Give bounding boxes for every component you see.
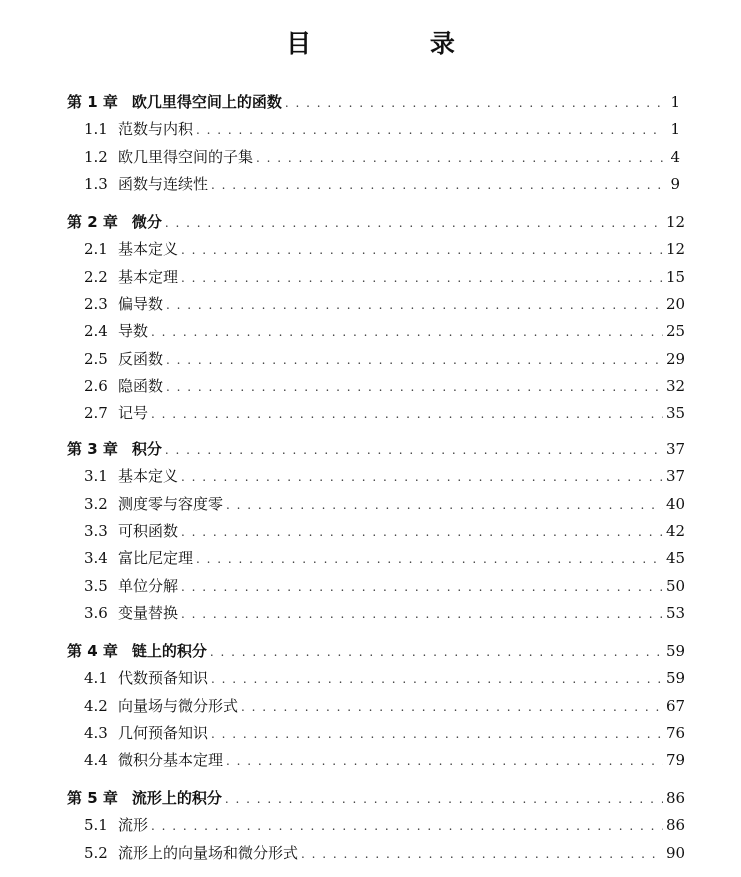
dot-leader bbox=[166, 380, 663, 394]
page-number: 59 bbox=[666, 642, 686, 660]
section-title: 测度零与容度零 bbox=[118, 494, 224, 513]
toc-section-entry[interactable] bbox=[84, 146, 680, 168]
section-number: 4.3 bbox=[84, 723, 108, 742]
page-number: 53 bbox=[666, 603, 686, 622]
chapter-title: 链上的积分 bbox=[131, 642, 207, 660]
page-number: 76 bbox=[666, 723, 686, 742]
page-number: 79 bbox=[666, 751, 686, 770]
dot-leader bbox=[166, 353, 663, 367]
section-number: 1.3 bbox=[84, 174, 108, 193]
section-title: 隐函数 bbox=[118, 376, 164, 395]
dot-leader bbox=[181, 243, 663, 257]
section-title: 流形 bbox=[118, 816, 149, 835]
section-title: 富比尼定理 bbox=[118, 549, 194, 568]
toc-section-entry[interactable] bbox=[84, 602, 686, 624]
page-number: 12 bbox=[666, 240, 686, 259]
chapter-number: 第 2 章 bbox=[67, 213, 118, 231]
toc-section-entry[interactable] bbox=[84, 667, 686, 689]
section-title: 变量替换 bbox=[118, 603, 179, 622]
toc-section-entry[interactable] bbox=[84, 695, 686, 717]
section-title: 范数与内积 bbox=[118, 120, 194, 139]
section-number: 3.1 bbox=[84, 467, 108, 486]
dot-leader bbox=[181, 470, 663, 484]
dot-leader bbox=[211, 178, 663, 192]
section-title: 基本定义 bbox=[118, 240, 179, 259]
page-number: 15 bbox=[666, 267, 686, 286]
page-number: 90 bbox=[666, 843, 686, 862]
toc-chapter-entry[interactable] bbox=[67, 91, 680, 113]
toc-section-entry[interactable] bbox=[84, 118, 680, 140]
chapter-number: 第 1 章 bbox=[67, 93, 118, 111]
chapter-number: 第 5 章 bbox=[67, 789, 118, 807]
dot-leader bbox=[256, 151, 663, 165]
section-number: 3.2 bbox=[84, 494, 108, 513]
page-number: 67 bbox=[666, 696, 686, 715]
page-number: 50 bbox=[666, 576, 686, 595]
dot-leader bbox=[301, 847, 663, 861]
dot-leader bbox=[285, 96, 663, 110]
dot-leader bbox=[241, 700, 663, 714]
dot-leader bbox=[196, 123, 663, 137]
toc-section-entry[interactable] bbox=[84, 173, 680, 195]
section-number: 2.2 bbox=[84, 267, 108, 286]
toc-section-entry[interactable] bbox=[84, 575, 686, 597]
section-number: 4.2 bbox=[84, 696, 108, 715]
page-number: 59 bbox=[666, 669, 686, 688]
page-number: 32 bbox=[666, 376, 686, 395]
page-title: 目 录 bbox=[286, 29, 510, 58]
section-title: 向量场与微分形式 bbox=[118, 696, 239, 715]
section-number: 3.6 bbox=[84, 603, 108, 622]
chapter-number: 第 3 章 bbox=[67, 440, 118, 458]
dot-leader bbox=[181, 525, 663, 539]
page-number: 45 bbox=[666, 549, 686, 568]
toc-section-entry[interactable] bbox=[84, 238, 686, 260]
toc-section-entry[interactable] bbox=[84, 520, 686, 542]
toc-section-entry[interactable] bbox=[84, 722, 686, 744]
section-title: 记号 bbox=[118, 404, 149, 423]
section-title: 基本定义 bbox=[118, 467, 179, 486]
page-number: 42 bbox=[666, 521, 686, 540]
dot-leader bbox=[196, 552, 663, 566]
toc-chapter-entry[interactable] bbox=[67, 640, 686, 662]
section-title: 流形上的向量场和微分形式 bbox=[118, 843, 299, 862]
section-title: 反函数 bbox=[118, 349, 164, 368]
toc-chapter-entry[interactable] bbox=[67, 211, 686, 233]
section-number: 2.4 bbox=[84, 322, 108, 341]
page-number: 29 bbox=[666, 349, 686, 368]
page-number: 25 bbox=[666, 322, 686, 341]
toc-section-entry[interactable] bbox=[84, 320, 686, 342]
toc-section-entry[interactable] bbox=[84, 293, 686, 315]
dot-leader bbox=[181, 580, 663, 594]
toc-section-entry[interactable] bbox=[84, 842, 686, 864]
page-number: 35 bbox=[666, 404, 686, 423]
page-number: 12 bbox=[666, 213, 686, 231]
toc-section-entry[interactable] bbox=[84, 814, 686, 836]
dot-leader bbox=[225, 792, 663, 806]
toc-section-entry[interactable] bbox=[84, 465, 686, 487]
page-number: 1 bbox=[670, 93, 680, 111]
section-title: 代数预备知识 bbox=[118, 669, 209, 688]
toc-section-entry[interactable] bbox=[84, 493, 686, 515]
section-number: 1.2 bbox=[84, 147, 108, 166]
dot-leader bbox=[211, 727, 663, 741]
section-title: 几何预备知识 bbox=[118, 723, 209, 742]
toc-section-entry[interactable] bbox=[84, 749, 686, 771]
dot-leader bbox=[181, 607, 663, 621]
dot-leader bbox=[181, 271, 663, 285]
toc-section-entry[interactable] bbox=[84, 266, 686, 288]
section-number: 3.3 bbox=[84, 521, 108, 540]
section-title: 可积函数 bbox=[118, 521, 179, 540]
dot-leader bbox=[210, 645, 663, 659]
section-title: 基本定理 bbox=[118, 267, 179, 286]
toc-chapter-entry[interactable] bbox=[67, 438, 686, 460]
toc-section-entry[interactable] bbox=[84, 402, 686, 424]
page-number: 9 bbox=[670, 174, 680, 193]
toc-chapter-entry[interactable] bbox=[67, 787, 686, 809]
section-number: 5.2 bbox=[84, 843, 108, 862]
section-number: 2.1 bbox=[84, 240, 108, 259]
section-number: 2.3 bbox=[84, 294, 108, 313]
dot-leader bbox=[151, 819, 663, 833]
page-number: 86 bbox=[666, 816, 686, 835]
chapter-number: 第 4 章 bbox=[67, 642, 118, 660]
dot-leader bbox=[165, 443, 663, 457]
chapter-title: 积分 bbox=[131, 440, 162, 458]
page-number: 1 bbox=[670, 120, 680, 139]
section-number: 2.7 bbox=[84, 404, 108, 423]
page-number: 20 bbox=[666, 294, 686, 313]
section-number: 2.5 bbox=[84, 349, 108, 368]
chapter-title: 流形上的积分 bbox=[131, 789, 222, 807]
section-title: 单位分解 bbox=[118, 576, 179, 595]
page-number: 40 bbox=[666, 494, 686, 513]
toc-section-entry[interactable] bbox=[84, 375, 686, 397]
section-number: 4.1 bbox=[84, 669, 108, 688]
section-number: 5.1 bbox=[84, 816, 108, 835]
section-number: 3.5 bbox=[84, 576, 108, 595]
dot-leader bbox=[226, 498, 663, 512]
section-number: 1.1 bbox=[84, 120, 108, 139]
page-number: 86 bbox=[666, 789, 686, 807]
toc-section-entry[interactable] bbox=[84, 348, 686, 370]
dot-leader bbox=[166, 298, 663, 312]
section-number: 3.4 bbox=[84, 549, 108, 568]
section-number: 2.6 bbox=[84, 376, 108, 395]
chapter-title: 欧几里得空间上的函数 bbox=[131, 93, 282, 111]
dot-leader bbox=[165, 216, 663, 230]
page-number: 4 bbox=[670, 147, 680, 166]
dot-leader bbox=[151, 407, 663, 421]
section-title: 欧几里得空间的子集 bbox=[118, 147, 254, 166]
toc-section-entry[interactable] bbox=[84, 547, 686, 569]
section-number: 4.4 bbox=[84, 751, 108, 770]
section-title: 微积分基本定理 bbox=[118, 751, 224, 770]
section-title: 偏导数 bbox=[118, 294, 164, 313]
dot-leader bbox=[151, 325, 663, 339]
dot-leader bbox=[211, 672, 663, 686]
dot-leader bbox=[226, 754, 663, 768]
chapter-title: 微分 bbox=[131, 213, 162, 231]
page-number: 37 bbox=[666, 467, 686, 486]
page-number: 37 bbox=[666, 440, 686, 458]
section-title: 函数与连续性 bbox=[118, 174, 209, 193]
section-title: 导数 bbox=[118, 322, 149, 341]
